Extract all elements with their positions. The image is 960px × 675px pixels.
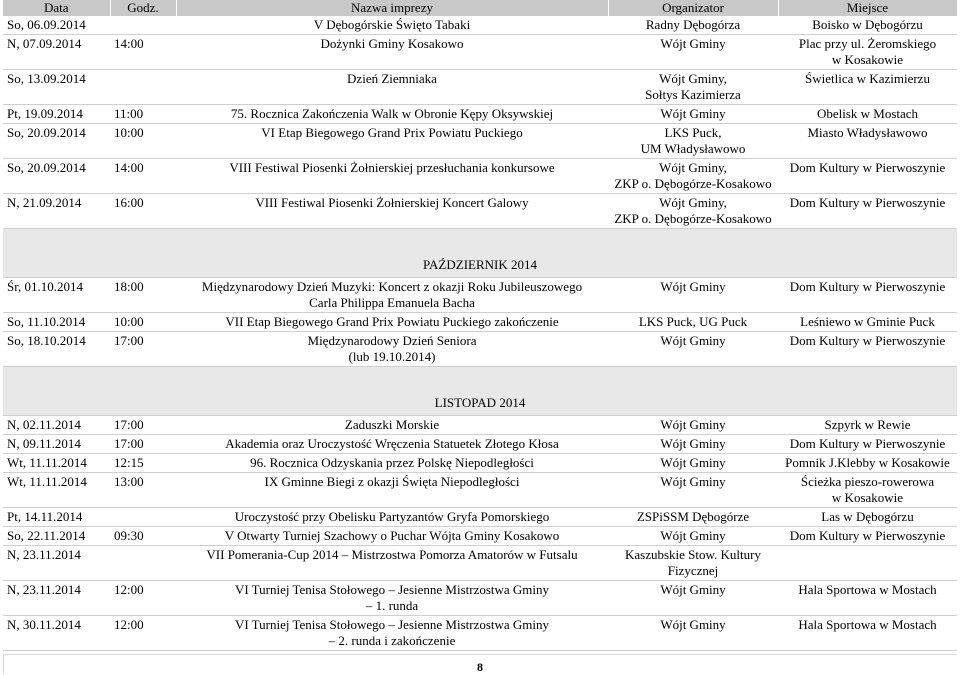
event-organizer: Wójt Gminy: [608, 105, 778, 124]
event-organizer: Wójt Gminy, Sołtys Kazimierza: [608, 70, 778, 105]
event-organizer: Wójt Gminy: [608, 416, 778, 435]
event-organizer: Wójt Gminy: [608, 616, 778, 651]
table-row: [3, 35, 957, 70]
event-date: N, 07.09.2014: [3, 35, 110, 70]
event-time: 12:00: [110, 581, 176, 616]
event-date: So, 18.10.2014: [3, 332, 110, 367]
event-organizer: Radny Dębogórza: [608, 16, 778, 35]
table-row: [3, 159, 957, 194]
event-name: VIII Festiwal Piosenki Żołnierskiej przesłuchania konkursowe: [176, 159, 608, 194]
event-name: Uroczystość przy Obelisku Partyzantów Gryfa Pomorskiego: [176, 508, 608, 527]
table-row: [3, 194, 957, 229]
event-place: Hala Sportowa w Mostach: [778, 616, 957, 651]
event-place: Dom Kultury w Pierwoszynie: [778, 527, 957, 546]
event-name: Akademia oraz Uroczystość Wręczenia Statuetek Złotego Kłosa: [176, 435, 608, 454]
header-event-name: Nazwa imprezy: [176, 0, 608, 16]
table-row: [3, 332, 957, 367]
event-organizer: Wójt Gminy: [608, 278, 778, 313]
event-name: V Otwarty Turniej Szachowy o Puchar Wójta Gminy Kosakowo: [176, 527, 608, 546]
table-row: [3, 616, 957, 651]
event-organizer: Wójt Gminy: [608, 454, 778, 473]
table-row: [3, 527, 957, 546]
event-place: Dom Kultury w Pierwoszynie: [778, 278, 957, 313]
event-time: 17:00: [110, 435, 176, 454]
event-date: Śr, 01.10.2014: [3, 278, 110, 313]
event-date: So, 20.09.2014: [3, 159, 110, 194]
event-organizer: Wójt Gminy, ZKP o. Dębogórze-Kosakowo: [608, 159, 778, 194]
event-time: [110, 70, 176, 105]
event-organizer: LKS Puck, UG Puck: [608, 313, 778, 332]
header-organizer: Organizator: [608, 0, 778, 16]
event-time: 18:00: [110, 278, 176, 313]
event-time: 09:30: [110, 527, 176, 546]
event-name: VI Turniej Tenisa Stołowego – Jesienne Mistrzostwa Gminy – 2. runda i zakończenie: [176, 616, 608, 651]
event-date: So, 11.10.2014: [3, 313, 110, 332]
page-number: 8: [477, 660, 483, 674]
event-date: Wt, 11.11.2014: [3, 454, 110, 473]
event-organizer: Wójt Gminy, ZKP o. Dębogórze-Kosakowo: [608, 194, 778, 229]
header-date: Data: [3, 0, 110, 16]
event-time: 14:00: [110, 35, 176, 70]
event-time: 17:00: [110, 332, 176, 367]
event-time: 10:00: [110, 313, 176, 332]
event-date: So, 22.11.2014: [3, 527, 110, 546]
event-name: VIII Festiwal Piosenki Żołnierskiej Koncert Galowy: [176, 194, 608, 229]
event-place: Miasto Władysławowo: [778, 124, 957, 159]
event-time: [110, 546, 176, 581]
table-row: [3, 581, 957, 616]
event-time: 17:00: [110, 416, 176, 435]
event-place: Dom Kultury w Pierwoszynie: [778, 194, 957, 229]
event-place: Ścieżka pieszo-rowerowa w Kosakowie: [778, 473, 957, 508]
event-organizer: ZSPiSSM Dębogórze: [608, 508, 778, 527]
header-time: Godz.: [110, 0, 176, 16]
event-place: Hala Sportowa w Mostach: [778, 581, 957, 616]
event-date: So, 06.09.2014: [3, 16, 110, 35]
footer-divider: [3, 654, 957, 655]
event-organizer: Wójt Gminy: [608, 35, 778, 70]
event-name: Międzynarodowy Dzień Muzyki: Koncert z okazji Roku Jubileuszowego Carla Philippa Emanuela Bacha: [176, 278, 608, 313]
event-date: Pt, 14.11.2014: [3, 508, 110, 527]
table-row: [3, 105, 957, 124]
header-place: Miejsce: [778, 0, 957, 16]
table-row: [3, 70, 957, 105]
month-header-row: [3, 229, 957, 278]
event-organizer: Kaszubskie Stow. Kultury Fizycznej: [608, 546, 778, 581]
event-place: Dom Kultury w Pierwoszynie: [778, 435, 957, 454]
table-row: [3, 124, 957, 159]
table-row: [3, 435, 957, 454]
event-place: Leśniewo w Gminie Puck: [778, 313, 957, 332]
table-row: [3, 546, 957, 581]
event-place: Obelisk w Mostach: [778, 105, 957, 124]
event-time: 10:00: [110, 124, 176, 159]
event-date: Pt, 19.09.2014: [3, 105, 110, 124]
month-header-row: [3, 367, 957, 416]
event-time: 14:00: [110, 159, 176, 194]
event-date: N, 02.11.2014: [3, 416, 110, 435]
event-place: Dom Kultury w Pierwoszynie: [778, 159, 957, 194]
event-name: 75. Rocznica Zakończenia Walk w Obronie Kępy Oksywskiej: [176, 105, 608, 124]
table-row: [3, 454, 957, 473]
month-label: LISTOPAD 2014: [3, 367, 957, 416]
event-date: So, 20.09.2014: [3, 124, 110, 159]
table-header-row: [3, 0, 957, 16]
event-name: VII Etap Biegowego Grand Prix Powiatu Puckiego zakończenie: [176, 313, 608, 332]
event-name: V Dębogórskie Święto Tabaki: [176, 16, 608, 35]
event-organizer: Wójt Gminy: [608, 435, 778, 454]
events-table: [3, 0, 958, 651]
event-date: N, 23.11.2014: [3, 581, 110, 616]
event-place: [778, 546, 957, 581]
table-body: [3, 16, 957, 651]
event-date: Wt, 11.11.2014: [3, 473, 110, 508]
event-name: Dożynki Gminy Kosakowo: [176, 35, 608, 70]
event-place: Szpyrk w Rewie: [778, 416, 957, 435]
event-place: Pomnik J.Klebby w Kosakowie: [778, 454, 957, 473]
event-time: 13:00: [110, 473, 176, 508]
event-organizer: Wójt Gminy: [608, 332, 778, 367]
event-place: Las w Dębogórzu: [778, 508, 957, 527]
event-name: VII Pomerania-Cup 2014 – Mistrzostwa Pomorza Amatorów w Futsalu: [176, 546, 608, 581]
event-date: N, 23.11.2014: [3, 546, 110, 581]
event-name: Dzień Ziemniaka: [176, 70, 608, 105]
event-organizer: Wójt Gminy: [608, 581, 778, 616]
table-row: [3, 16, 957, 35]
event-name: Międzynarodowy Dzień Seniora (lub 19.10.2014): [176, 332, 608, 367]
table-row: [3, 313, 957, 332]
table-row: [3, 508, 957, 527]
event-place: Plac przy ul. Żeromskiego w Kosakowie: [778, 35, 957, 70]
event-date: N, 30.11.2014: [3, 616, 110, 651]
event-organizer: Wójt Gminy: [608, 473, 778, 508]
event-time: 12:15: [110, 454, 176, 473]
event-place: Dom Kultury w Pierwoszynie: [778, 332, 957, 367]
event-place: Świetlica w Kazimierzu: [778, 70, 957, 105]
event-place: Boisko w Dębogórzu: [778, 16, 957, 35]
event-name: VI Etap Biegowego Grand Prix Powiatu Puckiego: [176, 124, 608, 159]
event-organizer: LKS Puck, UM Władysławowo: [608, 124, 778, 159]
event-name: Zaduszki Morskie: [176, 416, 608, 435]
event-name: VI Turniej Tenisa Stołowego – Jesienne Mistrzostwa Gminy – 1. runda: [176, 581, 608, 616]
event-time: [110, 16, 176, 35]
event-time: 12:00: [110, 616, 176, 651]
event-time: 11:00: [110, 105, 176, 124]
event-date: N, 21.09.2014: [3, 194, 110, 229]
event-time: [110, 508, 176, 527]
table-row: [3, 416, 957, 435]
event-organizer: Wójt Gminy: [608, 527, 778, 546]
table-row: [3, 473, 957, 508]
footer-divider-left: [3, 654, 4, 674]
table-row: [3, 278, 957, 313]
event-date: N, 09.11.2014: [3, 435, 110, 454]
month-label: PAŹDZIERNIK 2014: [3, 229, 957, 278]
event-name: IX Gminne Biegi z okazji Święta Niepodległości: [176, 473, 608, 508]
event-name: 96. Rocznica Odzyskania przez Polskę Niepodległości: [176, 454, 608, 473]
event-time: 16:00: [110, 194, 176, 229]
event-date: So, 13.09.2014: [3, 70, 110, 105]
